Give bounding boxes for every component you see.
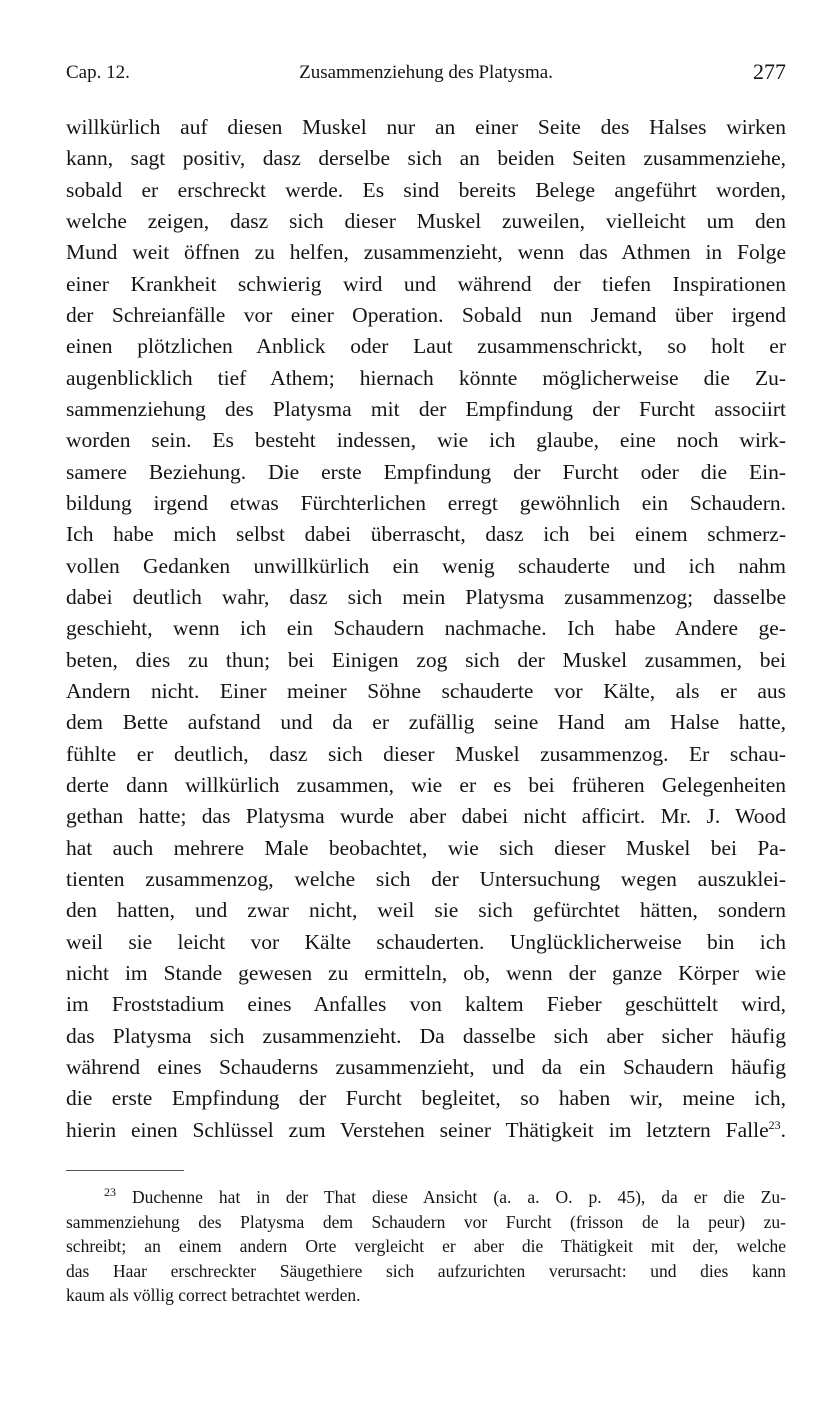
text-line: einen plötzlichen Anblick oder Laut zusammenschrickt, so holt er (66, 334, 786, 359)
footnote-divider (66, 1170, 184, 1171)
main-text (66, 112, 786, 1146)
text-line: gethan hatte; das Platysma wurde aber dabei nicht afficirt. Mr. J. Wood (66, 804, 786, 829)
footnote-reference[interactable]: 23 (768, 1117, 781, 1132)
text-line: dabei deutlich wahr, dasz sich mein Platysma zusammenzog; dasselbe (66, 584, 786, 609)
text-line: dem Bette aufstand und da er zufällig seine Hand am Halse hatte, (66, 710, 786, 735)
footnote-line: schreibt; an einem andern Orte vergleicht er aber die Thätigkeit mit der, welche (66, 1236, 786, 1256)
text-line: bildung irgend etwas Fürchterlichen erregt gewöhnlich ein Schaudern. (66, 490, 786, 515)
text-line: kann, sagt positiv, dasz derselbe sich an beiden Seiten zusammenziehe, (66, 146, 786, 171)
footnote-line: kaum als völlig correct betrachtet werden. (66, 1285, 361, 1305)
footnote-line: sammenziehung des Platysma dem Schaudern vor Furcht (frisson de la peur) zu- (66, 1211, 786, 1232)
footnote-line: das Haar erschreckter Säugethiere sich aufzurichten verursacht: und dies kann (66, 1260, 786, 1281)
page-number: 277 (753, 59, 786, 84)
text-line: augenblicklich tief Athem; hiernach könnte möglicherweise die Zu- (66, 365, 786, 390)
chapter-label: Cap. 12. (66, 62, 130, 83)
text-line: während eines Schauderns zusammenzieht, und da ein Schaudern häufig (66, 1054, 786, 1079)
text-line: sobald er erschreckt werde. Es sind bereits Belege angeführt worden, (66, 177, 786, 202)
text-line: derte dann willkürlich zusammen, wie er es bei früheren Gelegenheiten (66, 772, 786, 797)
text-line-last (66, 1115, 786, 1146)
text-line: beten, dies zu thun; bei Einigen zog sich der Muskel zusammen, bei (66, 647, 786, 672)
text-line: tienten zusammenzog, welche sich der Untersuchung wegen auszuklei- (66, 866, 786, 891)
text-line: die erste Empfindung der Furcht begleitet, so haben wir, meine ich, (66, 1086, 786, 1111)
text-line: willkürlich auf diesen Muskel nur an einer Seite des Halses wirken (66, 115, 786, 139)
text-line: das Platysma sich zusammenzieht. Da dasselbe sich aber sicher häufig (66, 1023, 786, 1048)
text-line: nicht im Stande gewesen zu ermitteln, ob, wenn der ganze Körper wie (66, 960, 786, 985)
sentence-period: . (780, 1117, 786, 1142)
footnote-text: Duchenne hat in der That diese Ansicht (a. a. O. p. 45), da er die Zu- (132, 1187, 786, 1207)
text-line: einer Krankheit schwierig wird und während der tiefen Inspirationen (66, 271, 786, 296)
running-header (66, 59, 786, 94)
text-line: fühlte er deutlich, dasz sich dieser Muskel zusammenzog. Er schau- (66, 741, 786, 766)
text-line: Andern nicht. Einer meiner Söhne schauderte vor Kälte, als er aus (66, 678, 786, 703)
text-line: vollen Gedanken unwillkürlich ein wenig schauderte und ich nahm (66, 553, 786, 578)
text-line: samere Beziehung. Die erste Empfindung der Furcht oder die Ein- (66, 459, 786, 484)
text-line: der Schreianfälle vor einer Operation. Sobald nun Jemand über irgend (66, 302, 786, 327)
text-line: weil sie leicht vor Kälte schauderten. Unglücklicherweise bin ich (66, 929, 786, 954)
text-line: sammenziehung des Platysma mit der Empfindung der Furcht associirt (66, 396, 786, 421)
text-line-content: hierin einen Schlüssel zum Verstehen seiner Thätigkeit im letztern Falle (66, 1117, 769, 1142)
text-line: geschieht, wenn ich ein Schaudern nachmache. Ich habe Andere ge- (66, 616, 786, 641)
text-line: welche zeigen, dasz sich dieser Muskel zuweilen, vielleicht um den (66, 208, 786, 233)
text-line: Ich habe mich selbst dabei überrascht, dasz ich bei einem schmerz- (66, 522, 786, 547)
running-title: Zusammenziehung des Platysma. (299, 62, 553, 83)
footnote-line (66, 1185, 786, 1210)
text-line: hat auch mehrere Male beobachtet, wie sich dieser Muskel bei Pa- (66, 835, 786, 860)
text-line: den hatten, und zwar nicht, weil sie sich gefürchtet hätten, sondern (66, 898, 786, 923)
text-line: worden sein. Es besteht indessen, wie ich glaube, eine noch wirk- (66, 428, 786, 453)
text-line: Mund weit öffnen zu helfen, zusammenzieht, wenn das Athmen in Folge (66, 240, 786, 265)
footnote-block (66, 1185, 786, 1308)
text-line: im Froststadium eines Anfalles von kaltem Fieber geschüttelt wird, (66, 992, 786, 1017)
footnote-marker: 23 (104, 1185, 116, 1200)
